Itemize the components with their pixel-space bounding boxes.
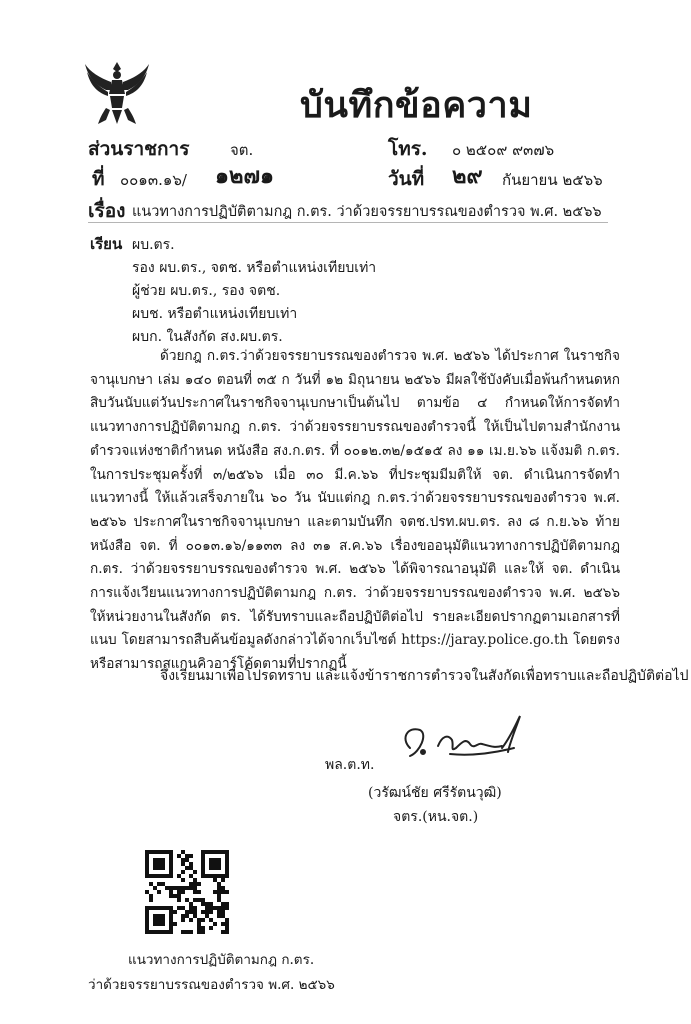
department-label: ส่วนราชการ [88,138,190,160]
date-month-year: กันยายน ๒๕๖๖ [502,171,603,189]
department-value: จต. [230,141,254,159]
recipient-line: ผู้ช่วย ผบ.ตร., รอง จตช. [132,283,281,299]
document-title: บันทึกข้อความ [300,84,533,126]
subject-label: เรื่อง [88,200,126,222]
tel-label: โทร. [388,138,428,160]
signer-position: จตร.(หน.จต.) [393,809,479,825]
garuda-emblem-icon [82,58,152,128]
closing-line: จึงเรียนมาเพื่อโปรดทราบ และแจ้งข้าราชการตำรวจในสังกัดเพื่อทราบและถือปฏิบัติต่อไป [160,668,689,684]
body-paragraph-text: ด้วยกฎ ก.ตร.ว่าด้วยจรรยาบรรณของตำรวจ พ.ศ. ๒๕๖๖ ได้ประกาศ ในราชกิจจานุเบกษา เล่ม ๑๔๐ ตอนที่ ๓๕ ก วันที่ ๑๒ มิถุนายน ๒๕๖๖ มีผลใช้บังคับเมื่อพ้นกำหนดหกสิบวันนับแต่วันประกาศในราชกิจจานุเบกษาเป็นต้นไป ตามข้อ ๔ กำหนดให้การจัดทำแนวทางการปฏิบัติตามกฎ ก.ตร. ว่าด้วยจรรยาบรรณของตำรวจนี้ ให้เป็นไปตามสำนักงานตำรวจแห่งชาติกำหนด หนังสือ สง.ก.ตร. ที่ ๐๐๑๒.๓๒/๑๕๑๕ ลง ๑๑ เม.ย.๖๖ แจ้งมติ ก.ตร. ในการประชุมครั้งที่ ๓/๒๕๖๖ เมื่อ ๓๐ มี.ค.๖๖ ที่ประชุมมีมติให้ จต. ดำเนินการจัดทำแนวทางนี้ ให้แล้วเสร็จภายใน ๖๐ วัน นับแต่กฎ ก.ตร.ว่าด้วยจรรยาบรรณของตำรวจ พ.ศ. ๒๕๖๖ ประกาศในราชกิจจานุเบกษา และตามบันทึก จตช.ปรท.ผบ.ตร. ลง ๘ ก.ย.๖๖ ท้ายหนังสือ จต. ที่ ๐๐๑๓.๑๖/๑๑๓๓ ลง ๓๑ ส.ค.๖๖ เรื่องขออนุมัติแนวทางการปฏิบัติตามกฎ ก.ตร. ว่าด้วยจรรยาบรรณของตำรวจ พ.ศ. ๒๕๖๖ ได้พิจารณาอนุมัติ และให้ จต. ดำเนินการแจ้งเวียนแนวทางการปฏิบัติตามกฎ ก.ตร. ว่าด้วยจรรยาบรรณของตำรวจ พ.ศ. ๒๕๖๖ ให้หน่วยงานในสังกัด ตร. ได้รับทราบและถือปฏิบัติต่อไป รายละเอียดปรากฏตามเอกสารที่แนบ โดยสามารถสืบค้นข้อมูลดังกล่าวได้จากเว็บไซต์ https://jaray.police.go.th โดยตรง หรือสามารถสแกนคิวอาร์โค้ดตามที่ปรากฏนี้ [90,348,620,673]
recipient-line: รอง ผบ.ตร., จตช. หรือตำแหน่งเทียบเท่า [132,260,377,276]
signer-name: (วรัฒน์ชัย ศรีรัตนวุฒิ) [368,785,502,801]
body-paragraph [90,345,620,677]
qr-caption-line1: แนวทางการปฏิบัติตามกฎ ก.ตร. [128,952,315,968]
number-value: ๐๐๑๓.๑๖/ [120,171,187,189]
recipients-label: เรียน [90,235,123,253]
signer-rank: พล.ต.ท. [325,757,375,773]
signature-graphic [390,708,540,768]
header-divider [88,222,608,223]
recipient-line: ผบช. หรือตำแหน่งเทียบเท่า [132,306,298,322]
date-day-handwritten: ๒๙ [452,163,483,189]
number-label: ที่ [92,168,105,190]
number-handwritten: ๑๒๗๑ [215,163,274,189]
recipient-line: ผบ.ตร. [132,237,175,253]
qr-caption-line2: ว่าด้วยจรรยาบรรณของตำรวจ พ.ศ. ๒๕๖๖ [88,977,335,993]
tel-value: ๐ ๒๕๐๙ ๙๓๗๖ [452,141,555,159]
recipient-line: ผบก. ในสังกัด สง.ผบ.ตร. [132,329,283,345]
date-label: วันที่ [388,168,425,190]
subject-value: แนวทางการปฏิบัติตามกฎ ก.ตร. ว่าด้วยจรรยาบรรณของตำรวจ พ.ศ. ๒๕๖๖ [132,204,602,220]
qr-code [145,850,229,934]
